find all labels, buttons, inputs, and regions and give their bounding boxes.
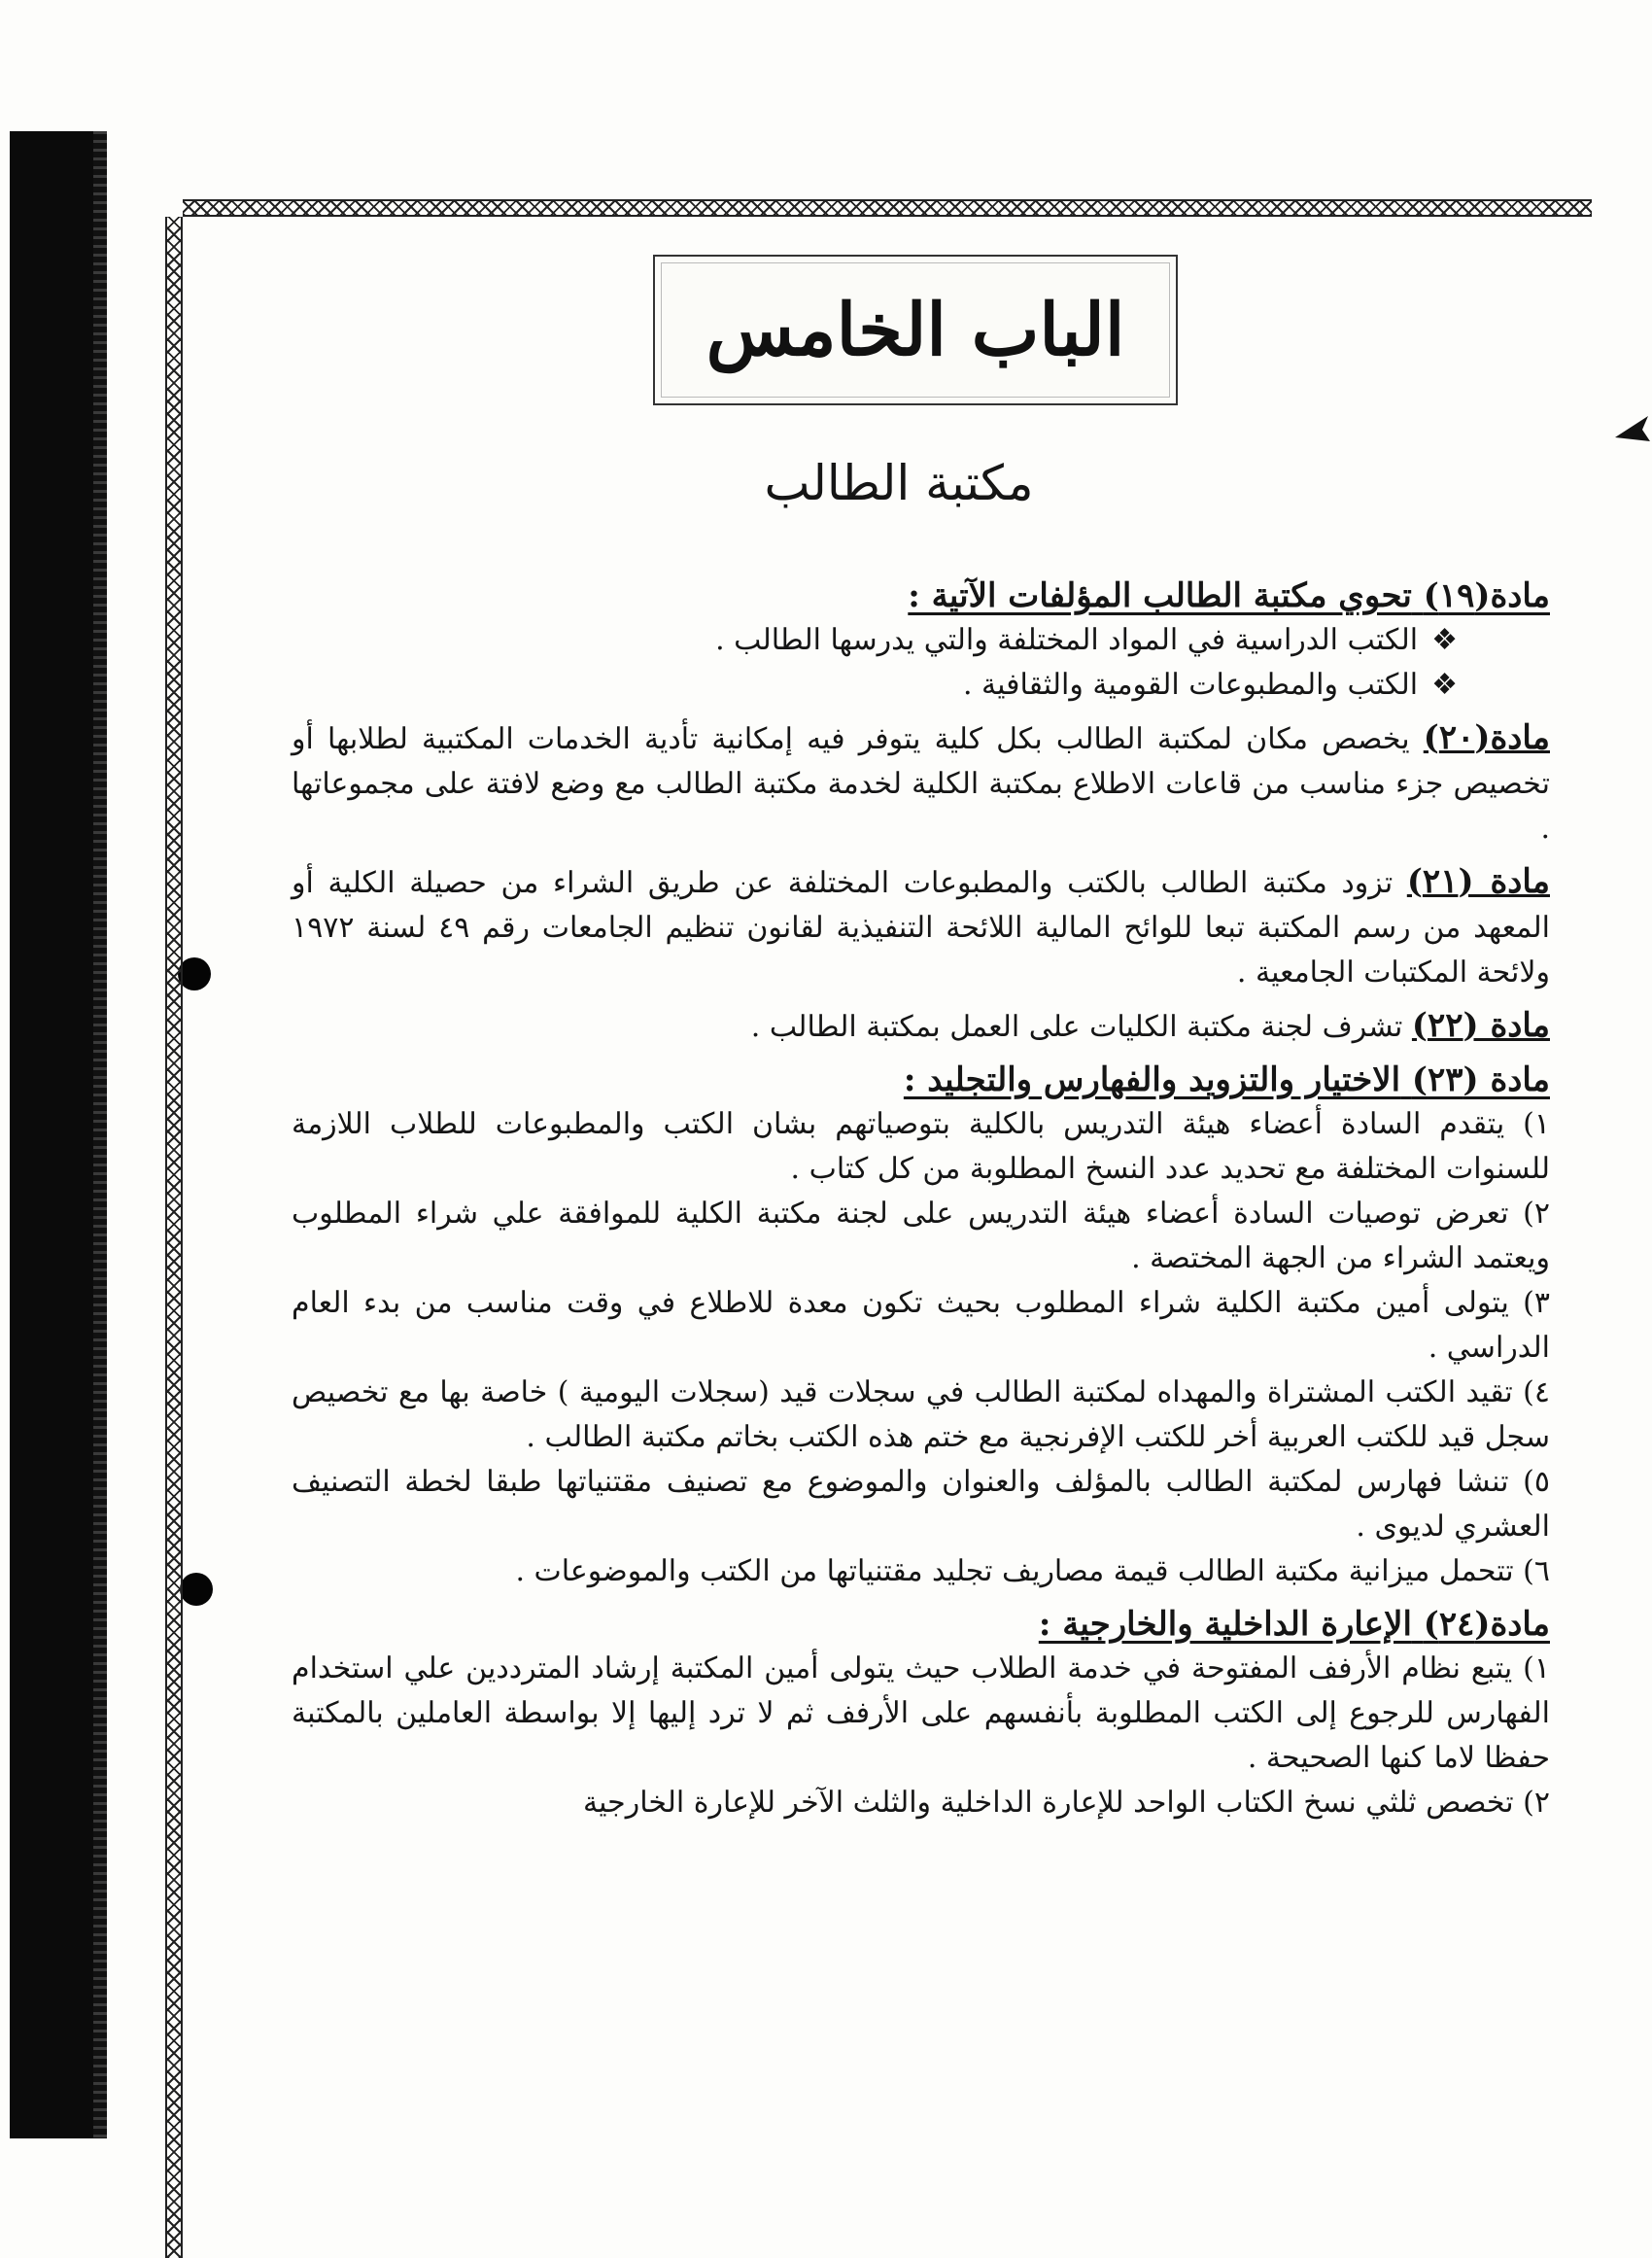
article-label: مادة (٢٣)	[1411, 1060, 1550, 1099]
article-23	[292, 1058, 1550, 1594]
scan-edge-strip	[10, 131, 107, 2138]
document-body	[292, 573, 1550, 1833]
article-label: مادة(٢٤)	[1423, 1605, 1550, 1644]
list-item: ٦) تتحمل ميزانية مكتبة الطالب قيمة مصاريف تجليد مقتنياتها من الكتب والموضوعات .	[515, 1554, 1550, 1588]
chapter-title-box	[653, 255, 1178, 405]
article-22	[292, 1003, 1550, 1050]
list-item	[292, 663, 1550, 708]
article-21	[292, 859, 1550, 995]
article-label: مادة (٢١)	[1406, 862, 1550, 901]
list-item: ١) يتبع نظام الأرفف المفتوحة في خدمة الطلاب حيث يتولى أمين المكتبة إرشاد المترددين علي استخدام الفهارس للرجوع إلى الكتب المطلوبة بأنفسهم على الأرفف ثم لا ترد إليها إلا بواسطة العاملين بالمكتبة حفظا لاما كنها الصحيحة .	[292, 1651, 1550, 1775]
article-24	[292, 1602, 1550, 1825]
frame-border-left	[165, 217, 183, 2258]
list-item: ٢) تعرض توصيات السادة أعضاء هيئة التدريس على لجنة مكتبة الكلية للموافقة علي شراء المطلوب ويعتمد الشراء من الجهة المختصة .	[292, 1197, 1550, 1275]
list-item: ١) يتقدم السادة أعضاء هيئة التدريس بالكلية بتوصياتهم بشان الكتب والمطبوعات للطلاب اللازمة للسنوات المختلفة مع تحديد عدد النسخ المطلوبة من كل كتاب .	[292, 1107, 1550, 1186]
list-item: ٣) يتولى أمين مكتبة الكلية شراء المطلوب بحيث تكون معدة للاطلاع في وقت مناسب من بدء العام الدراسي .	[292, 1286, 1550, 1365]
chapter-subtitle: مكتبة الطالب	[764, 455, 1034, 511]
list-item-text: الكتب والمطبوعات القومية والثقافية .	[962, 668, 1419, 702]
list-item-text: الكتب الدراسية في المواد المختلفة والتي يدرسها الطالب .	[715, 623, 1419, 657]
article-title: الإعارة الداخلية والخارجية :	[1038, 1605, 1412, 1644]
chapter-title: الباب الخامس	[706, 288, 1125, 372]
list-item: ٥) تنشا فهارس لمكتبة الطالب بالمؤلف والعنوان والموضوع مع تصنيف مقتنياتها طبقا لخطة التصنيف العشري لديوى .	[292, 1465, 1550, 1544]
article-title: الاختيار والتزويد والفهارس والتجليد :	[903, 1060, 1401, 1099]
article-label: مادة(١٩)	[1423, 576, 1550, 615]
article-title: تحوي مكتبة الطالب المؤلفات الآتية :	[908, 576, 1412, 615]
diamond-bullet-icon: ❖	[1431, 623, 1458, 657]
article-20	[292, 715, 1550, 851]
list-item	[292, 618, 1550, 663]
article-text: تزود مكتبة الطالب بالكتب والمطبوعات المختلفة عن طريق الشراء من حصيلة الكلية أو المعهد من رسم المكتبة تبعا للوائح المالية اللائحة التنفيذية لقانون تنظيم الجامعات رقم ٤٩ لسنة ١٩٧٢ ولائحة المكتبات الجامعية .	[292, 866, 1550, 990]
list-item: ٢) تخصص ثلثي نسخ الكتاب الواحد للإعارة الداخلية والثلث الآخر للإعارة الخارجية	[583, 1786, 1550, 1820]
scan-mark-icon	[1613, 408, 1652, 447]
list-item: ٤) تقيد الكتب المشتراة والمهداه لمكتبة الطالب في سجلات قيد (سجلات اليومية ) خاصة بها مع تخصيص سجل قيد للكتب العربية أخر للكتب الإفرنجية مع ختم هذه الكتب بخاتم مكتبة الطالب .	[292, 1375, 1550, 1454]
article-heading	[292, 1058, 1550, 1102]
article-text: يخصص مكان لمكتبة الطالب بكل كلية يتوفر فيه إمكانية تأدية الخدمات المكتبية لطلابها أو تخصيص جزء مناسب من قاعات الاطلاع بمكتبة الكلية لخدمة مكتبة الطالب مع وضع لافتة على مجموعاتها .	[292, 722, 1550, 846]
article-label: مادة(٢٠)	[1423, 718, 1550, 757]
article-label: مادة (٢٢)	[1411, 1006, 1550, 1045]
frame-border-top	[183, 199, 1592, 217]
article-heading	[292, 573, 1550, 618]
article-heading	[292, 1602, 1550, 1647]
article-text: تشرف لجنة مكتبة الكليات على العمل بمكتبة الطالب .	[750, 1010, 1403, 1044]
article-19	[292, 573, 1550, 708]
diamond-bullet-icon: ❖	[1431, 668, 1458, 702]
